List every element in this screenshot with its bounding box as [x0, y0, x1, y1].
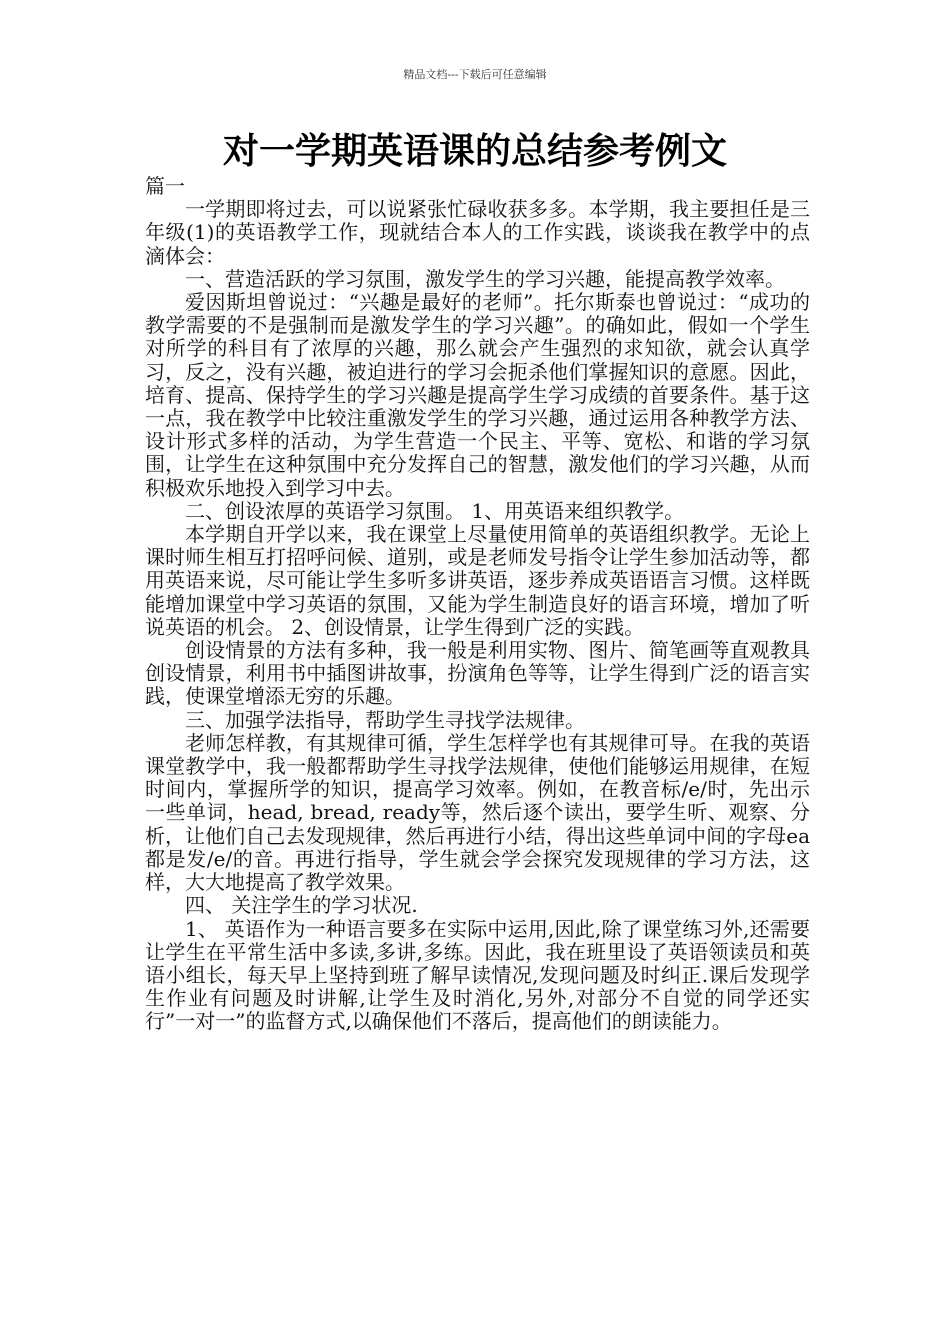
paragraph-interest: 爱因斯坦曾说过：“兴趣是最好的老师”。托尔斯泰也曾说过：“成功的教学需要的不是强制而是激发学生的学习兴趣”。的确如此，假如一个学生对所学的科目有了浓厚的兴趣，那么就会产生强烈的求知欲，就会认真学习，反之，没有兴趣，被迫进行的学习会扼杀他们掌握知识的意愿。因此，培育、提高、保持学生的学习兴趣是提高学生学习成绩的首要条件。基于这一点，我在教学中比较注重激发学生的学习兴趣，通过运用各种教学方法、设计形式多样的活动，为学生营造一个民主、平等、宽松、和谐的学习氛围，让学生在这种氛围中充分发挥自己的智慧，激发他们的学习兴趣，从而积极欢乐地投入到学习中去。 [145, 290, 810, 500]
paragraph-learning-methods: 老师怎样教，有其规律可循，学生怎样学也有其规律可导。在我的英语课堂教学中，我一般都帮助学生寻找学法规律，使他们能够运用规律，在短时间内，掌握所学的知识，提高学习效率。例如，在教音标/e/时，先出示一些单词，head, bread, ready等，然后逐个读出，要学生听、观察、分析，让他们自己去发现规律，然后再进行小结，得出这些单词中间的字母ea都是发/e/的音。再进行指导，学生就会学会探究发现规律的学习方法，这样，大大地提高了教学效果。 [145, 730, 810, 895]
paragraph-learning-status: 1、 英语作为一种语言要多在实际中运用,因此,除了课堂练习外,还需要让学生在平常生活中多读,多讲,多练。因此，我在班里设了英语领读员和英语小组长，每天早上坚持到班了解早读情况,发现问题及时纠正.课后发现学生作业有问题及时讲解,让学生及时消化,另外,对部分不自觉的同学还实行”一对一”的监督方式,以确保他们不落后，提高他们的朗读能力。 [145, 916, 810, 1034]
document-title: 对一学期英语课的总结参考例文 [222, 131, 727, 172]
paragraph-english-teaching: 本学期自开学以来，我在课堂上尽量使用简单的英语组织教学。无论上课时师生相互打招呼问候、道别，或是老师发号指令让学生参加活动等，都用英语来说，尽可能让学生多听多讲英语，逐步养成英语语言习惯。这样既能增加课堂中学习英语的氛围，又能为学生制造良好的语言环境，增加了听说英语的机会。 2、创设情景，让学生得到广泛的实践。 [145, 522, 810, 639]
header-note: 精品文档---下载后可任意编辑 [403, 68, 547, 81]
heading-three: 三、加强学法指导，帮助学生寻找学法规律。 [185, 707, 585, 732]
paragraph-intro: 一学期即将过去，可以说紧张忙碌收获多多。本学期，我主要担任是三年级(1)的英语教学工作，现就结合本人的工作实践，谈谈我在教学中的点滴体会： [145, 197, 810, 268]
heading-four: 四、 关注学生的学习状况. [185, 893, 418, 918]
paragraph-scenarios: 创设情景的方法有多种，我一般是利用实物、图片、简笔画等直观教具创设情景，利用书中插图讲故事，扮演角色等等，让学生得到广泛的语言实践，使课堂增添无穷的乐趣。 [145, 638, 810, 709]
heading-two: 二、创设浓厚的英语学习氛围。 1、用英语来组织教学。 [185, 498, 685, 523]
heading-one: 一、营造活跃的学习氛围，激发学生的学习兴趣，能提高教学效率。 [185, 266, 785, 291]
document-body [145, 175, 810, 1034]
section-label: 篇一 [145, 174, 185, 198]
